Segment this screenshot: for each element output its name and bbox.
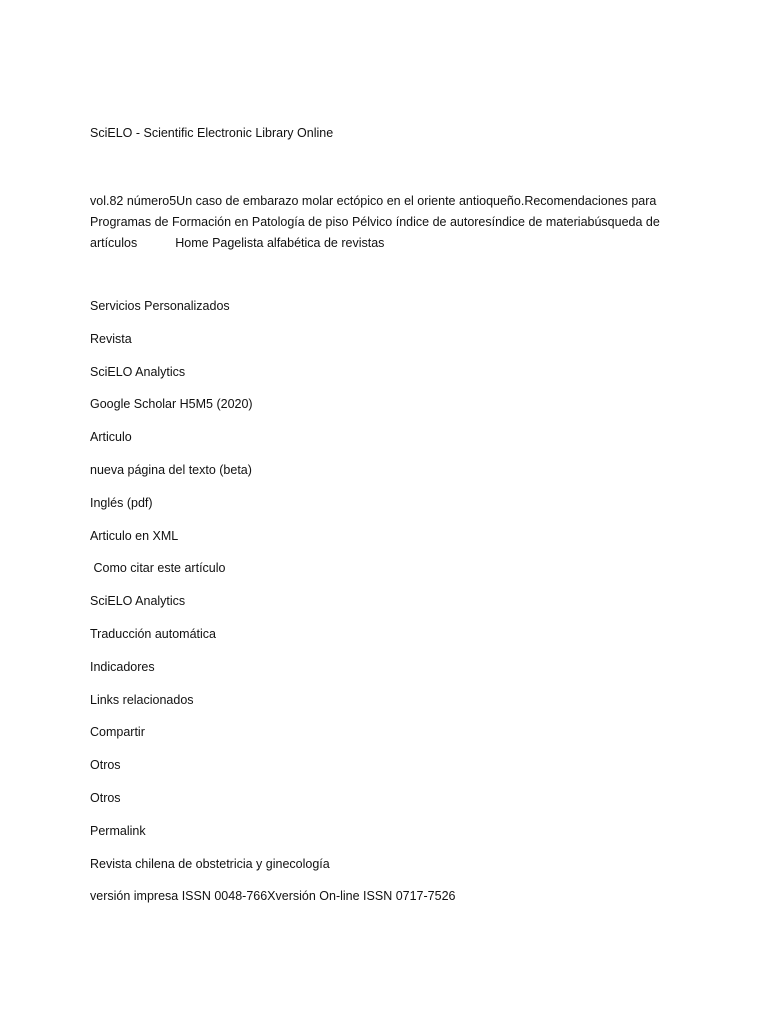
menu-item-others-2[interactable]: Otros <box>90 790 121 805</box>
menu-item-journal-analytics[interactable]: SciELO Analytics <box>90 364 186 379</box>
author-index-link[interactable]: índice de autores <box>395 215 492 229</box>
home-page-link[interactable]: Home Page <box>175 236 242 250</box>
menu-item-article-analytics[interactable]: SciELO Analytics <box>90 594 186 609</box>
menu-item-permalink[interactable]: Permalink <box>90 823 146 838</box>
menu-item-others-1[interactable]: Otros <box>90 758 121 773</box>
menu-item-how-to-cite[interactable]: Como citar este artículo <box>90 561 226 576</box>
previous-article-link[interactable]: Un caso de embarazo molar ectópico en el oriente antioqueño. <box>176 194 525 208</box>
menu-item-machine-translation[interactable]: Traducción automática <box>90 626 216 641</box>
subject-index-link[interactable]: índice de materia <box>491 215 588 229</box>
journal-title: Revista chilena de obstetricia y ginecología <box>90 856 330 871</box>
issn-info: versión impresa ISSN 0048-766Xversión On-line ISSN 0717-7526 <box>90 889 456 904</box>
article-search-link[interactable]: búsqueda de artículos <box>90 215 660 250</box>
menu-item-english-pdf[interactable]: Inglés (pdf) <box>90 495 153 510</box>
next-article-link[interactable]: Recomendaciones para Programas de Formación en Patología de piso Pélvico <box>90 194 657 229</box>
menu-heading-indicators: Indicadores <box>90 659 155 674</box>
article-navigation <box>90 191 680 254</box>
volume-issue-link[interactable]: vol.82 número5 <box>90 194 177 208</box>
menu-heading-article: Articulo <box>90 430 132 445</box>
menu-heading-journal: Revista <box>90 331 132 346</box>
menu-item-google-scholar[interactable]: Google Scholar H5M5 (2020) <box>90 397 253 412</box>
menu-heading-share: Compartir <box>90 725 145 740</box>
services-menu <box>90 298 455 921</box>
menu-heading-related-links: Links relacionados <box>90 692 194 707</box>
site-title[interactable]: SciELO - Scientific Electronic Library Online <box>90 126 334 140</box>
menu-item-article-xml[interactable]: Articulo en XML <box>90 528 179 543</box>
menu-item-new-text-page[interactable]: nueva página del texto (beta) <box>90 462 252 477</box>
journal-list-link[interactable]: lista alfabética de revistas <box>241 236 385 250</box>
menu-heading-personalized-services: Servicios Personalizados <box>90 299 230 313</box>
